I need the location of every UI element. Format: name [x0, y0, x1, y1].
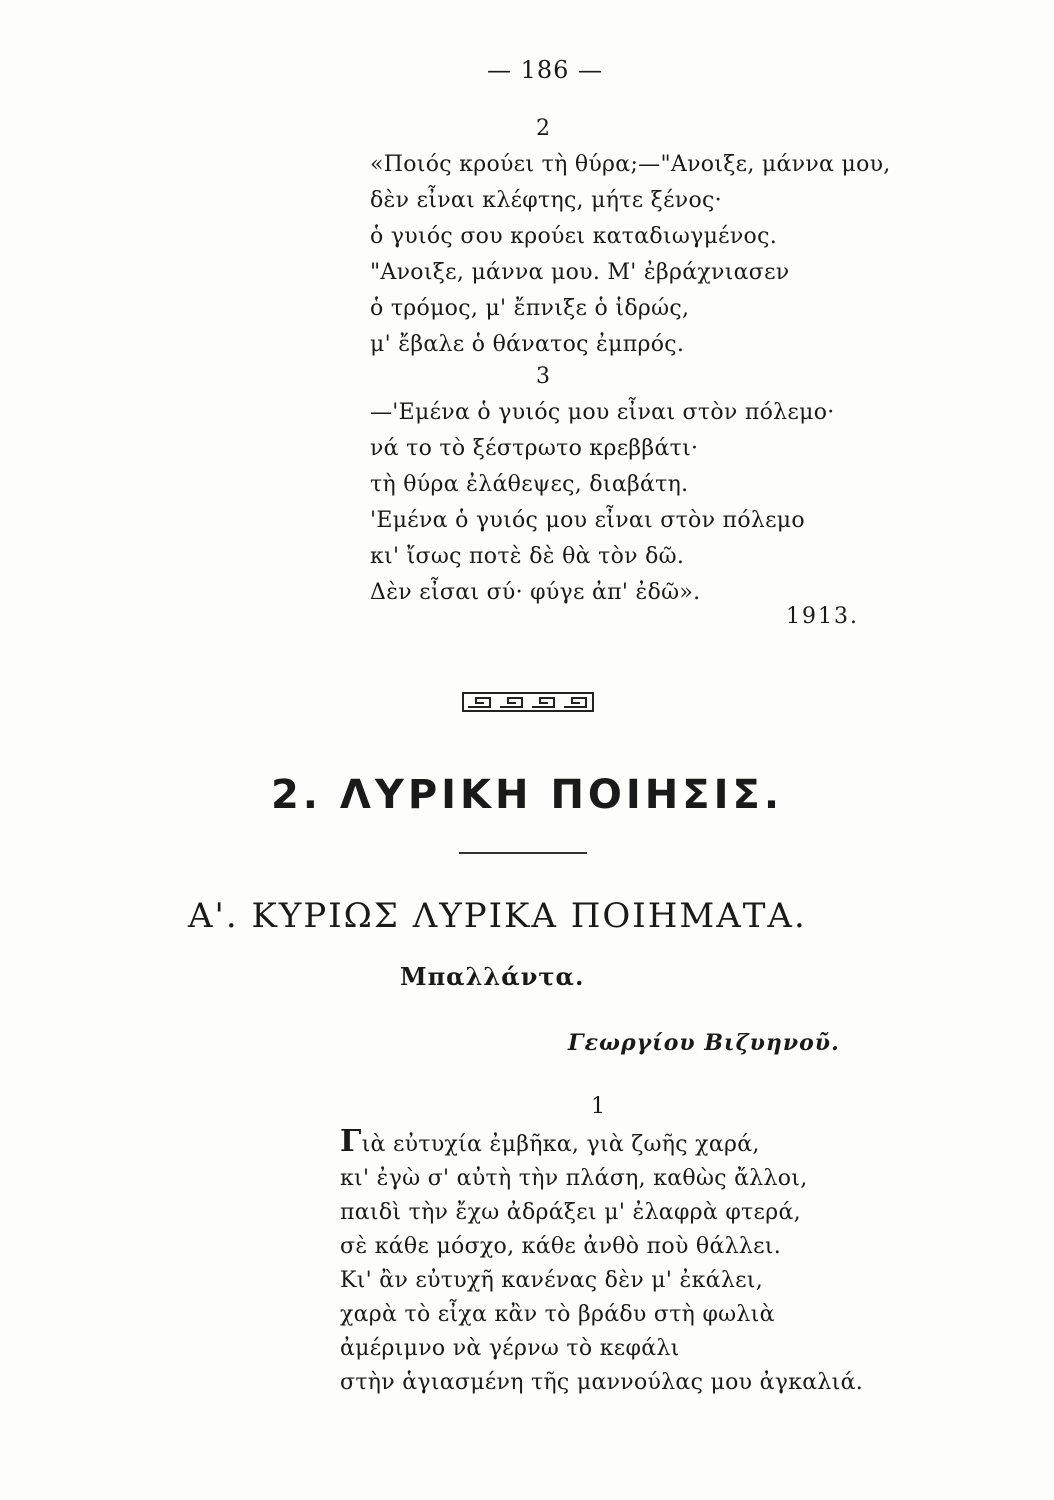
poem-line: ὁ τρόμος, μ' ἔπνιξε ὁ ἱδρώς,	[370, 296, 690, 321]
poem-line: —'Εμένα ὁ γυιός μου εἶναι στὸν πόλεμο·	[370, 400, 835, 425]
poem-line: τὴ θύρα ἐλάθεψες, διαβάτη.	[370, 472, 689, 497]
poem-line: Δὲν εἶσαι σύ· φύγε ἀπ' ἐδῶ».	[370, 580, 701, 605]
poem-line: «Ποιός κρούει τὴ θύρα;—"Ανοιξε, μάννα μου,	[370, 152, 891, 177]
stanza-number: 1	[591, 1094, 605, 1119]
poem-line: μ' ἔβαλε ὁ θάνατος ἐμπρός.	[370, 332, 685, 357]
poem-line: δὲν εἶναι κλέφτης, μήτε ξένος·	[370, 188, 722, 213]
poem-line: χαρὰ τὸ εἶχα κἂν τὸ βράδυ στὴ φωλιὰ	[340, 1302, 775, 1327]
poem-line	[340, 1124, 760, 1159]
divider	[459, 852, 587, 854]
stanza-number: 3	[536, 364, 550, 389]
poem-line: παιδὶ τὴν ἔχω ἀδράξει μ' ἐλαφρὰ φτερά,	[340, 1200, 801, 1225]
poem-line: Κι' ἂν εὐτυχῆ κανένας δὲν μ' ἐκάλει,	[340, 1268, 763, 1293]
poem-title: Μπαλλάντα.	[400, 962, 585, 991]
poem-line: σὲ κάθε μόσχο, κάθε ἀνθὸ ποὺ θάλλει.	[340, 1234, 782, 1259]
page-number: — 186 —	[486, 56, 604, 84]
poem-line-text: ιὰ εὐτυχία ἐμβῆκα, γιὰ ζωῆς χαρά,	[361, 1132, 760, 1157]
poem-date: 1913.	[786, 604, 859, 629]
greek-key-ornament	[462, 690, 594, 718]
poem-line: στὴν ἁγιασμένη τῆς μαννούλας μου ἀγκαλιά.	[340, 1370, 864, 1395]
poem-line: νά το τὸ ξέστρωτο κρεββάτι·	[370, 436, 699, 461]
poem-line: 'Εμένα ὁ γυιός μου εἶναι στὸν πόλεμο	[370, 508, 805, 533]
poem-line: ὁ γυιός σου κρούει καταδιωγμένος.	[370, 224, 778, 249]
poem-line: ἀμέριμνο νὰ γέρνω τὸ κεφάλι	[340, 1336, 680, 1361]
stanza-number: 2	[536, 116, 550, 141]
subsection-title: Α'. ΚΥΡΙΩΣ ΛΥΡΙΚΑ ΠΟΙΗΜΑΤΑ.	[188, 896, 807, 936]
poem-line: κι' ἐγὼ σ' αὐτὴ τὴν πλάση, καθὼς ἄλλοι,	[340, 1166, 808, 1191]
section-title: 2. ΛΥΡΙΚΗ ΠΟΙΗΣΙΣ.	[270, 772, 784, 818]
drop-cap: Γ	[340, 1124, 362, 1159]
poem-line: κι' ἴσως ποτὲ δὲ θὰ τὸν δῶ.	[370, 544, 685, 569]
poem-line: "Ανοιξε, μάννα μου. Μ' ἐβράχνιασεν	[370, 260, 790, 285]
poem-author: Γεωργίου Βιζυηνοῦ.	[568, 1030, 840, 1056]
